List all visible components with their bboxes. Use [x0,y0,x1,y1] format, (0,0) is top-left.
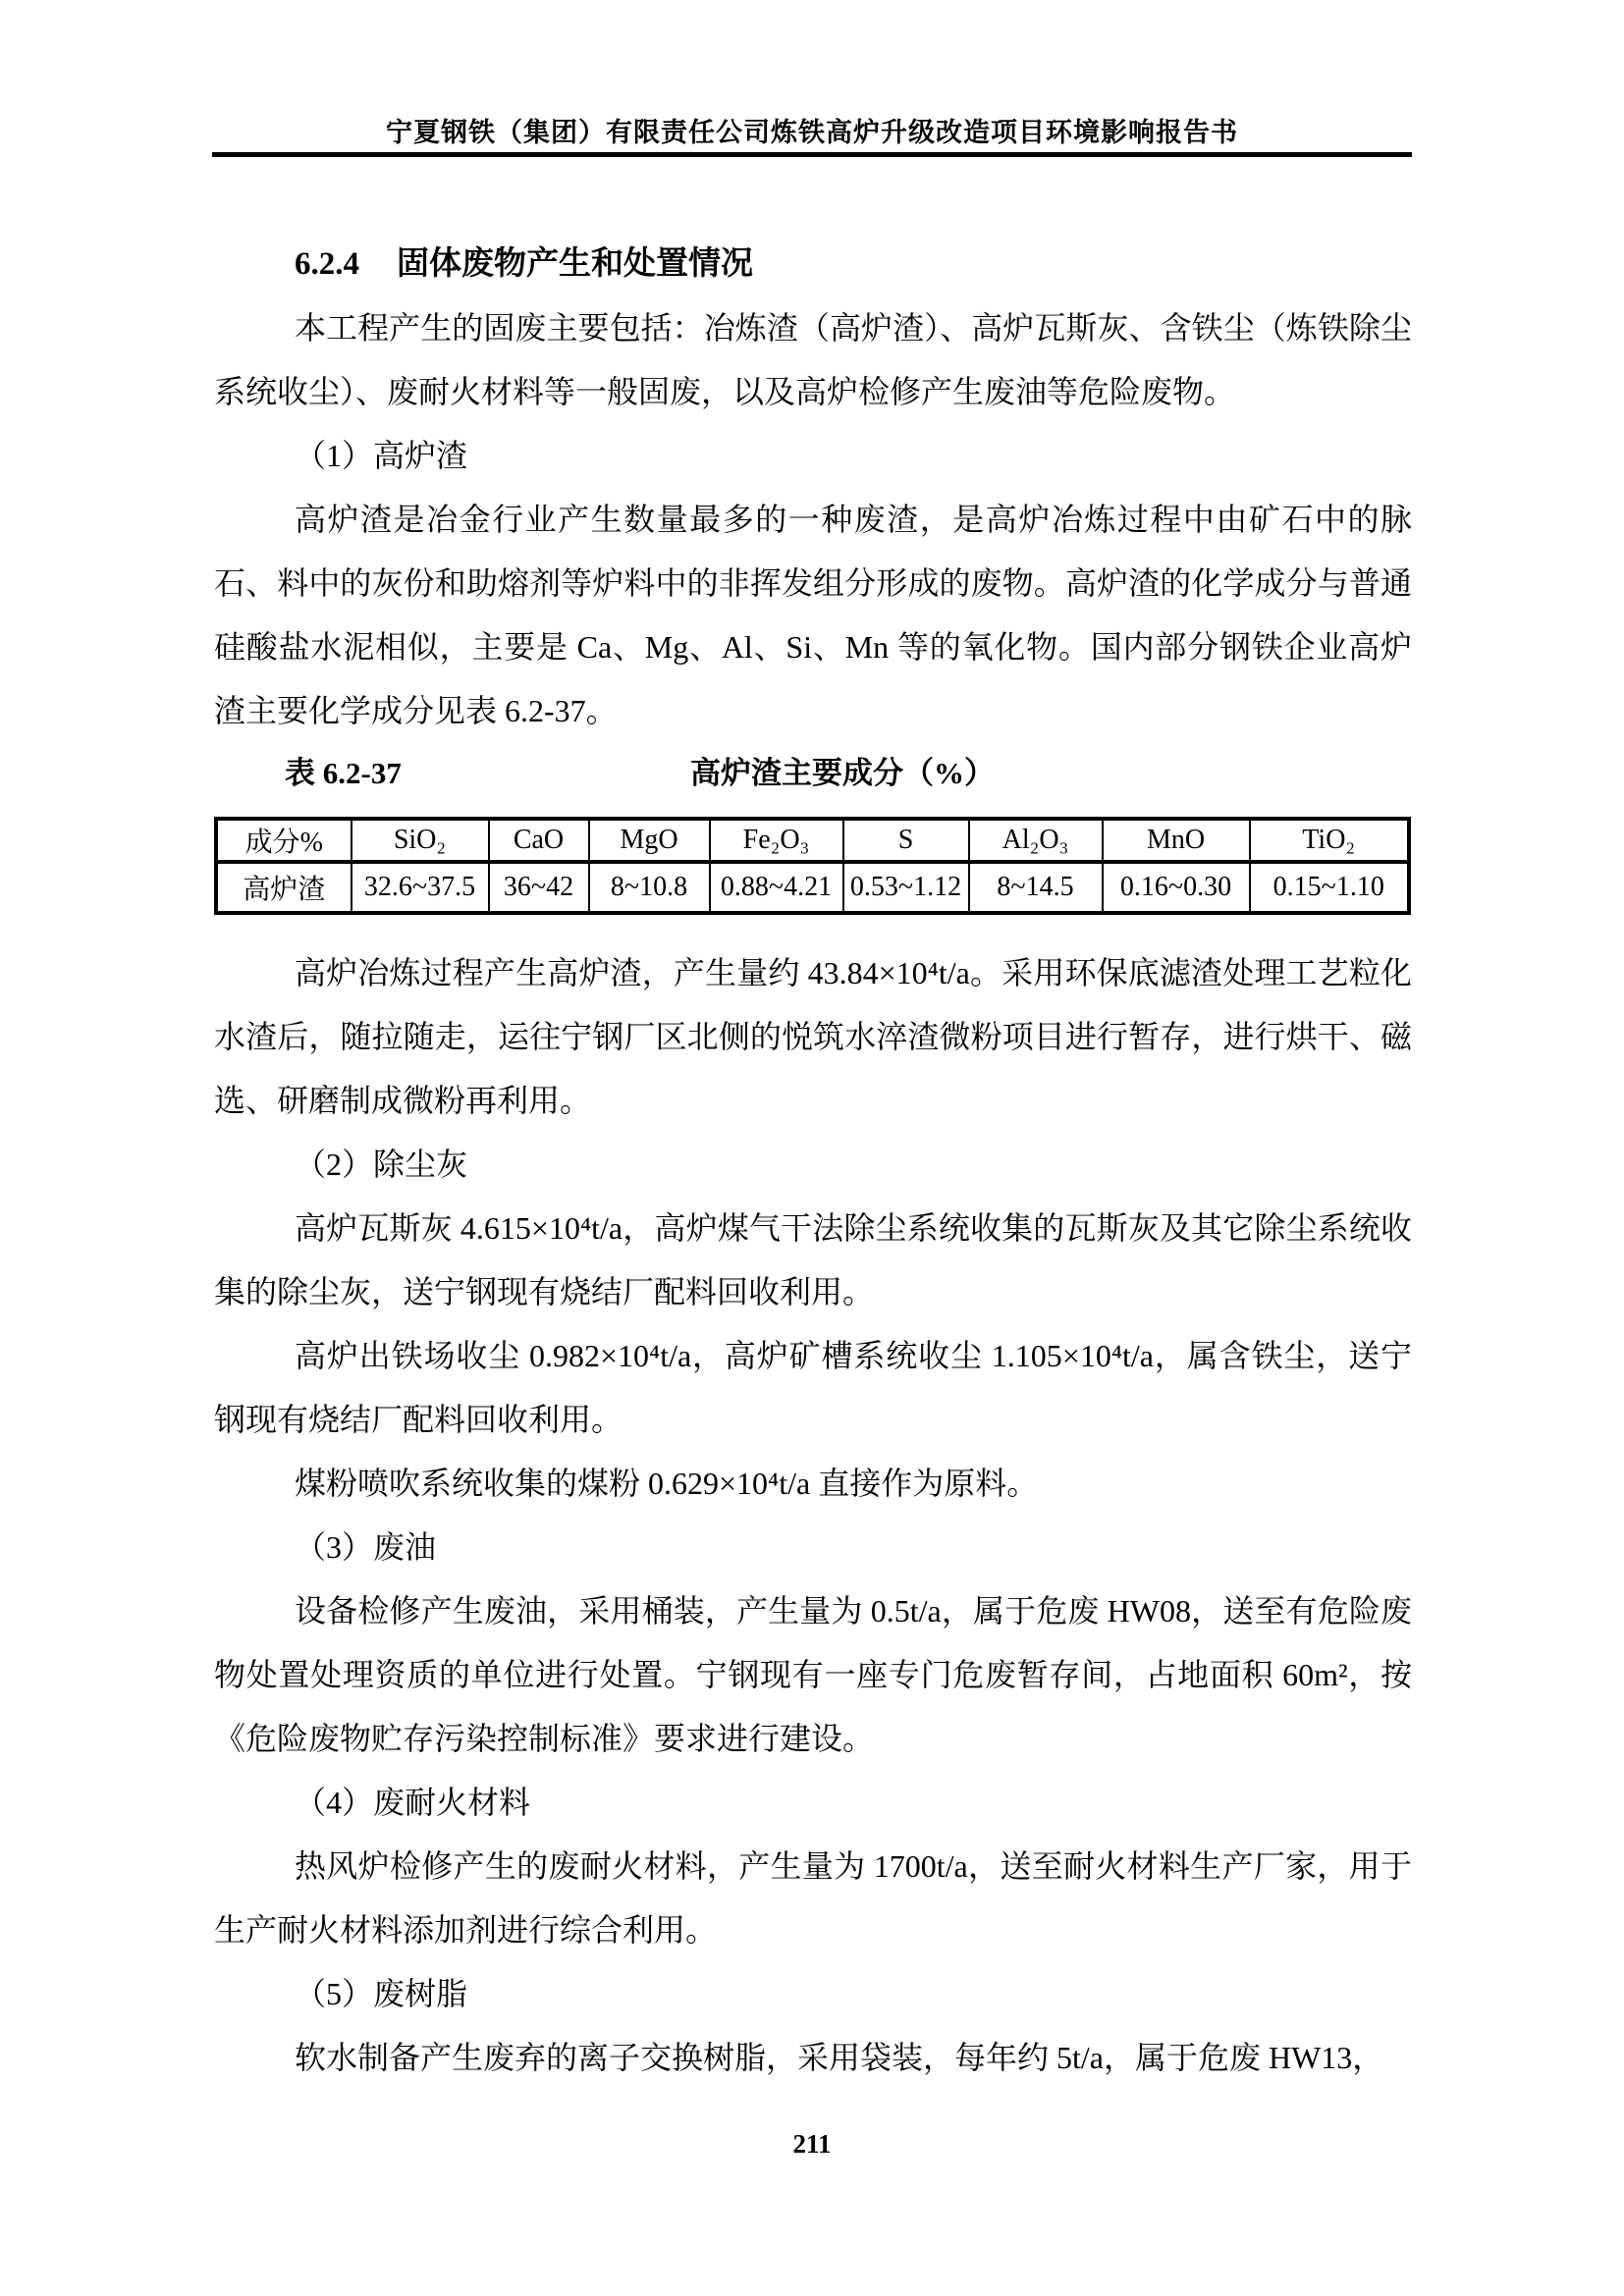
value-mgo: 8~10.8 [589,862,710,913]
coal-powder-paragraph: 煤粉喷吹系统收集的煤粉 0.629×10⁴t/a 直接作为原料。 [295,1466,1039,1501]
value-sio2: 32.6~37.5 [352,862,489,913]
subheading-waste-oil: （3）废油 [295,1529,437,1565]
col-header-cao: CaO [489,820,589,863]
slag-output-paragraph: 高炉冶炼过程产生高炉渣，产生量约 43.84×10⁴t/a。采用环保底滤渣处理工艺粒化水渣后，随拉随走，运往宁钢厂区北侧的悦筑水淬渣微粉项目进行暂存，进行烘干、磁选、研磨制成微粉再利用。 [214,955,1412,1118]
running-header-title: 宁夏钢铁（集团）有限责任公司炼铁高炉升级改造项目环境影响报告书 [386,118,1238,147]
section-number: 6.2.4 [295,246,359,282]
value-mno: 0.16~0.30 [1103,862,1250,913]
intro-paragraph: 本工程产生的固废主要包括：冶炼渣（高炉渣）、高炉瓦斯灰、含铁尘（炼铁除尘系统收尘）、废耐火材料等一般固废，以及高炉检修产生废油等危险废物。 [214,310,1412,409]
col-header-mno: MnO [1103,820,1250,863]
col-header-component: 成分% [217,820,352,863]
col-header-al2o3: Al₂O₃ [969,820,1103,863]
waste-oil-paragraph: 设备检修产生废油，采用桶装，产生量为 0.5t/a，属于危废 HW08，送至有危险废物处置处理资质的单位进行处置。宁钢现有一座专门危废暂存间，占地面积 60m²，按《危险废物贮存污染控制标准》要求进行建设。 [214,1593,1412,1756]
subheading-blast-furnace-slag: （1）高炉渣 [295,438,468,473]
section-heading [214,233,1412,296]
subheading-waste-resin: （5）废树脂 [295,1976,468,2011]
gas-ash-paragraph: 高炉瓦斯灰 4.615×10⁴t/a，高炉煤气干法除尘系统收集的瓦斯灰及其它除尘系统收集的除尘灰，送宁钢现有烧结厂配料回收利用。 [214,1210,1412,1309]
row-label: 高炉渣 [217,862,352,913]
subheading-dedusting-ash: （2）除尘灰 [295,1147,468,1182]
col-header-s: S [843,820,969,863]
value-tio2: 0.15~1.10 [1250,862,1409,913]
table-caption-label: 表 6.2-37 [285,756,402,790]
col-header-mgo: MgO [589,820,710,863]
slag-composition-table [215,818,1410,914]
table-caption-title: 高炉渣主要成分（%） [690,756,995,790]
section-title: 固体废物产生和处置情况 [397,246,753,282]
subheading-waste-refractory: （4）废耐火材料 [295,1785,531,1820]
iron-dust-paragraph: 高炉出铁场收尘 0.982×10⁴t/a，高炉矿槽系统收尘 1.105×10⁴t/a，属含铁尘，送宁钢现有烧结厂配料回收利用。 [214,1338,1412,1437]
slag-description-paragraph: 高炉渣是冶金行业产生数量最多的一种废渣，是高炉冶炼过程中由矿石中的脉石、料中的灰份和助熔剂等炉料中的非挥发组分形成的废物。高炉渣的化学成分与普通硅酸盐水泥相似，主要是 Ca、Mg、Al、Si、Mn 等的氧化物。国内部分钢铁企业高炉渣主要化学成分见表 6.2-37。 [214,502,1412,728]
col-header-tio2: TiO₂ [1250,820,1409,863]
waste-resin-paragraph: 软水制备产生废弃的离子交换树脂，采用袋装，每年约 5t/a，属于危废 HW13， [295,2040,1384,2075]
value-al2o3: 8~14.5 [969,862,1103,913]
value-fe2o3: 0.88~4.21 [710,862,843,913]
value-cao: 36~42 [489,862,589,913]
header-divider-rule [212,152,1412,157]
table-row [217,862,1409,913]
table-caption [214,743,1412,804]
col-header-sio2: SiO₂ [352,820,489,863]
page-content [214,233,1412,2090]
page-number: 211 [792,2129,832,2159]
value-s: 0.53~1.12 [843,862,969,913]
col-header-fe2o3: Fe₂O₃ [710,820,843,863]
table-header-row [217,820,1409,863]
waste-refractory-paragraph: 热风炉检修产生的废耐火材料，产生量为 1700t/a，送至耐火材料生产厂家，用于生产耐火材料添加剂进行综合利用。 [214,1848,1412,1948]
